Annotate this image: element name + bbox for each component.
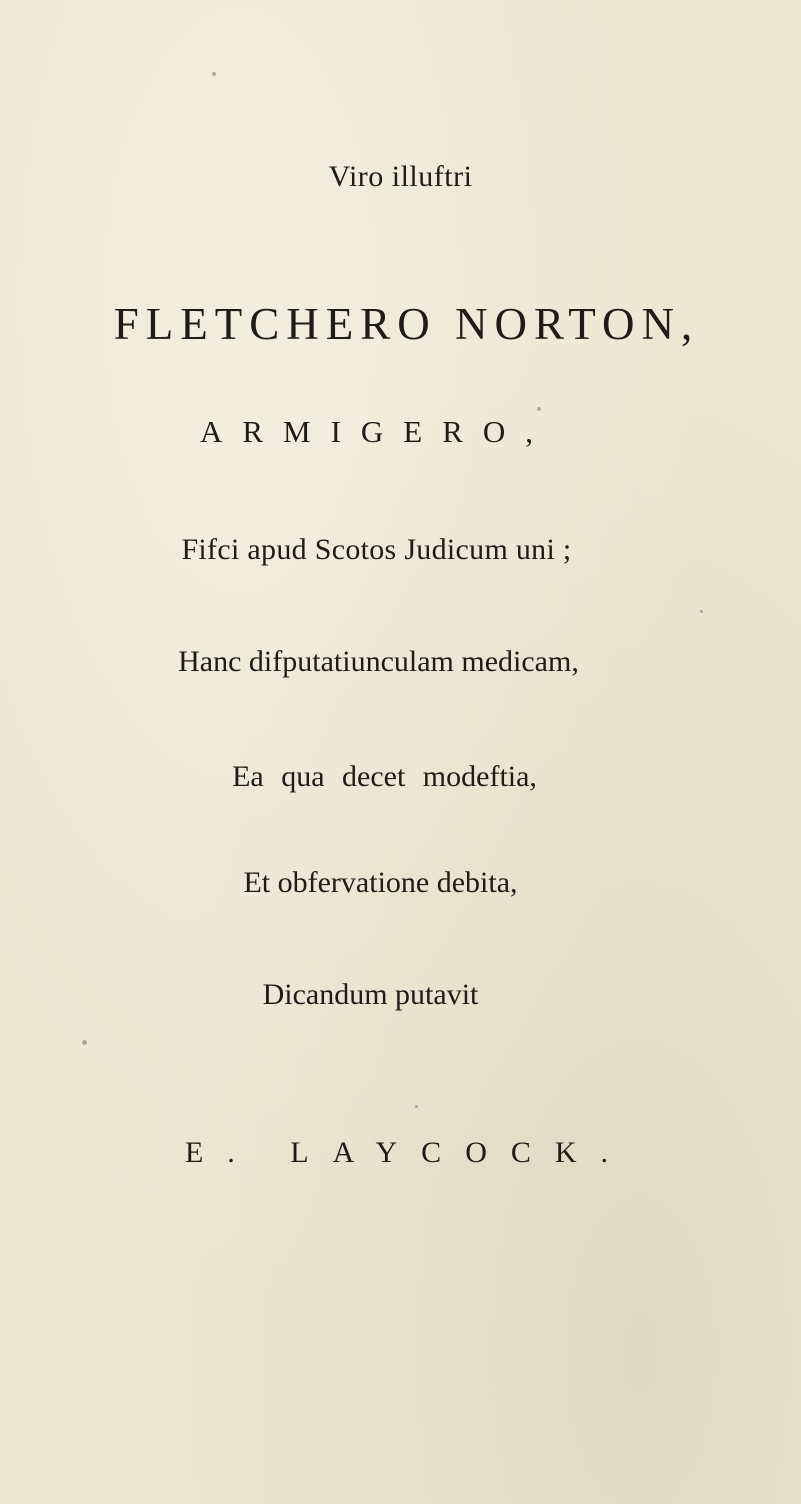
dedicatee-title: ARMIGERO, (199, 414, 554, 449)
dedication-line-modesty: Ea qua decet modeftia, (232, 760, 537, 793)
paper-speck (537, 407, 541, 411)
paper-speck (700, 610, 703, 613)
paper-speck (212, 72, 216, 76)
dedicatee-name: FLETCHERO NORTON, (113, 299, 700, 349)
dedication-opening: Viro illuftri (328, 160, 473, 193)
dedication-line-dedicate: Dicandum putavit (262, 978, 479, 1011)
dedication-line-office: Fifci apud Scotos Judicum uni ; (181, 533, 572, 566)
author-signature: E. LAYCOCK. (184, 1136, 633, 1169)
paper-speck (415, 1105, 418, 1108)
dedication-line-observance: Et obfervatione debita, (243, 866, 518, 899)
paper-speck (82, 1040, 87, 1045)
dedication-line-work: Hanc difputatiunculam medicam, (178, 645, 579, 678)
